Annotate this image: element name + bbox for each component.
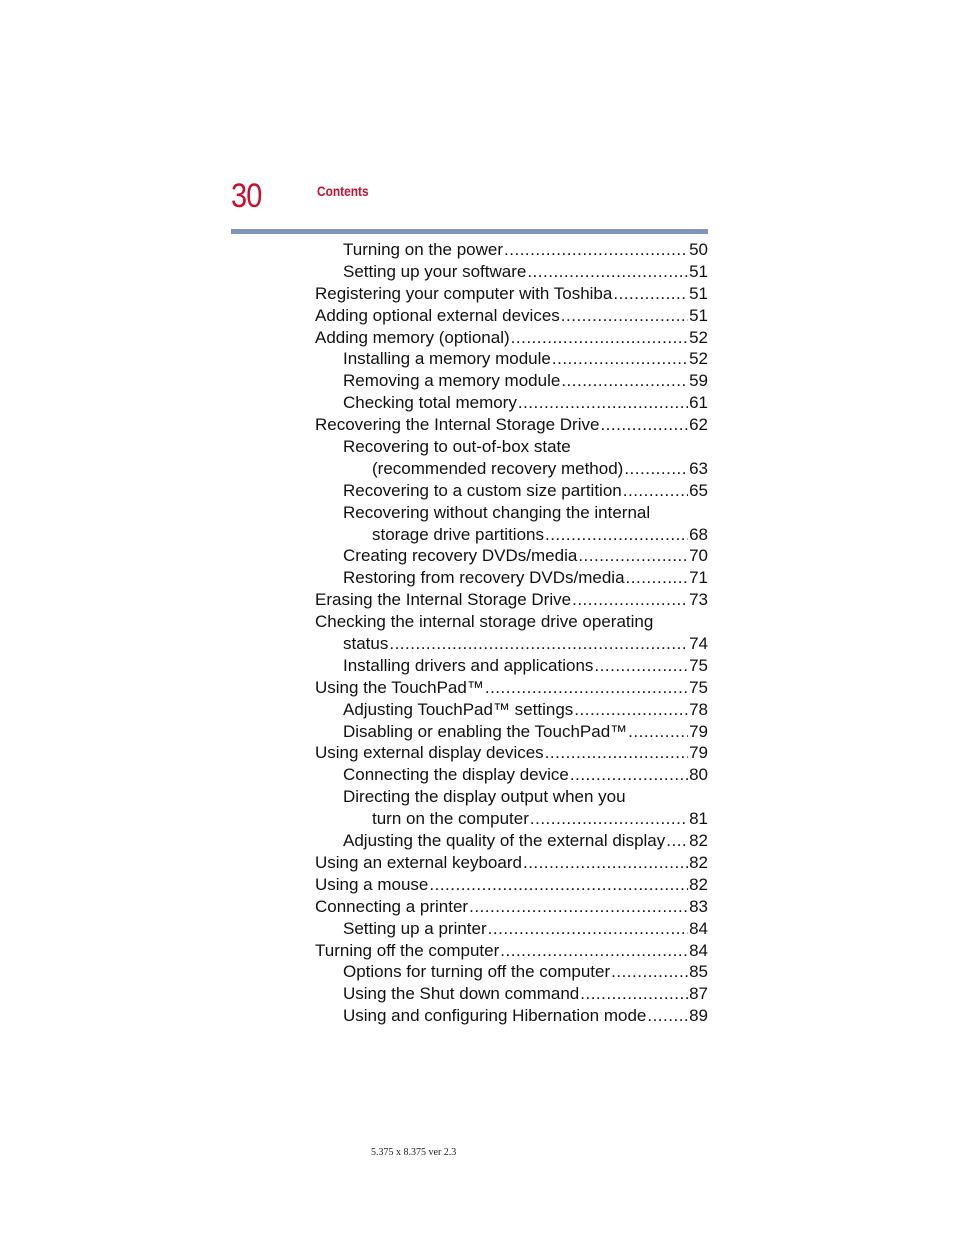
toc-entry-page-number: 81 — [689, 809, 708, 829]
table-of-contents — [315, 239, 708, 1027]
toc-entry-label: Turning on the power — [343, 240, 504, 259]
dot-leader — [626, 567, 689, 589]
dot-leader — [429, 874, 688, 896]
toc-entry[interactable] — [315, 983, 708, 1005]
dot-leader — [624, 458, 688, 480]
toc-entry[interactable] — [315, 502, 708, 524]
dot-leader — [600, 414, 688, 436]
toc-entry[interactable] — [315, 874, 708, 896]
toc-entry-page-number: 51 — [689, 261, 708, 281]
toc-entry[interactable] — [315, 305, 708, 327]
toc-entry-page-number: 78 — [689, 699, 708, 719]
toc-entry[interactable] — [315, 655, 708, 677]
toc-entry-page-number: 51 — [689, 305, 708, 325]
toc-entry-page-number: 74 — [689, 634, 708, 654]
section-title: Contents — [317, 183, 369, 199]
toc-entry-page-number: 82 — [689, 852, 708, 872]
toc-entry[interactable] — [315, 961, 708, 983]
toc-entry-page-number: 52 — [689, 349, 708, 369]
toc-entry[interactable] — [315, 261, 708, 283]
dot-leader — [578, 545, 688, 567]
toc-entry-label: Checking total memory — [343, 393, 517, 413]
toc-entry-label: Directing the display output when you — [343, 787, 626, 807]
toc-entry-page-number: 51 — [689, 283, 708, 303]
toc-entry[interactable] — [315, 567, 708, 589]
dot-leader — [611, 961, 688, 983]
toc-entry-label: turn on the computer — [372, 809, 529, 829]
toc-entry-label: Restoring from recovery DVDs/media — [343, 568, 625, 588]
toc-entry[interactable] — [315, 611, 708, 633]
toc-entry[interactable] — [315, 764, 708, 786]
header-rule — [231, 229, 708, 234]
toc-entry-label: Using an external keyboard — [315, 852, 522, 872]
toc-entry[interactable] — [315, 633, 708, 655]
toc-entry-label: Using a mouse — [315, 874, 429, 894]
dot-leader — [389, 633, 688, 655]
toc-entry-label: Installing a memory module — [343, 349, 551, 369]
toc-entry-label: Installing drivers and applications — [343, 655, 594, 675]
toc-entry-label: Using the Shut down command — [343, 984, 580, 1004]
toc-entry-page-number: 87 — [689, 984, 708, 1004]
toc-entry-label: Turning off the computer — [315, 940, 500, 960]
toc-entry-page-number: 61 — [689, 393, 708, 413]
toc-entry[interactable] — [315, 348, 708, 370]
toc-entry-label: (recommended recovery method) — [372, 458, 624, 478]
toc-entry-page-number: 79 — [689, 743, 708, 763]
toc-entry-page-number: 65 — [689, 480, 708, 500]
toc-entry[interactable] — [315, 808, 708, 830]
dot-leader — [561, 370, 688, 392]
dot-leader — [488, 918, 688, 940]
toc-entry[interactable] — [315, 327, 708, 349]
toc-entry[interactable] — [315, 392, 708, 414]
dot-leader — [623, 480, 688, 502]
toc-entry-label: Connecting the display device — [343, 765, 569, 785]
toc-entry[interactable] — [315, 239, 708, 261]
toc-entry-page-number: 85 — [689, 962, 708, 982]
dot-leader — [504, 239, 688, 261]
toc-entry[interactable] — [315, 283, 708, 305]
dot-leader — [485, 677, 688, 699]
toc-entry-label: Connecting a printer — [315, 896, 469, 916]
toc-entry-label: Recovering without changing the internal — [343, 502, 651, 522]
toc-entry[interactable] — [315, 589, 708, 611]
toc-entry-page-number: 71 — [689, 568, 708, 588]
toc-entry-page-number: 68 — [689, 524, 708, 544]
dot-leader — [523, 852, 688, 874]
dot-leader — [511, 327, 688, 349]
toc-entry-page-number: 80 — [689, 765, 708, 785]
dot-leader — [570, 764, 688, 786]
toc-entry-label: Using the TouchPad™ — [315, 677, 484, 697]
toc-entry[interactable] — [315, 918, 708, 940]
toc-entry[interactable] — [315, 677, 708, 699]
toc-entry-page-number: 84 — [689, 940, 708, 960]
toc-entry-label: status — [343, 634, 389, 654]
toc-entry-page-number: 52 — [689, 327, 708, 347]
toc-entry-label: Adding optional external devices — [315, 305, 560, 325]
toc-entry[interactable] — [315, 370, 708, 392]
toc-entry-label: Erasing the Internal Storage Drive — [315, 590, 572, 610]
toc-entry-label: Creating recovery DVDs/media — [343, 546, 578, 566]
toc-entry-page-number: 50 — [689, 240, 708, 259]
toc-entry[interactable] — [315, 480, 708, 502]
dot-leader — [594, 655, 688, 677]
toc-entry[interactable] — [315, 1005, 708, 1027]
toc-entry-page-number: 59 — [689, 371, 708, 391]
dot-leader — [545, 524, 688, 546]
dot-leader — [500, 940, 688, 962]
dot-leader — [580, 983, 688, 1005]
toc-entry[interactable] — [315, 742, 708, 764]
toc-entry-label: Recovering to a custom size partition — [343, 480, 622, 500]
toc-entry-label: Adjusting the quality of the external display — [343, 831, 666, 851]
dot-leader — [647, 1005, 688, 1027]
toc-entry-page-number: 82 — [689, 874, 708, 894]
dot-leader — [518, 392, 688, 414]
dot-leader — [469, 896, 688, 918]
dot-leader — [574, 699, 688, 721]
dot-leader — [666, 830, 688, 852]
toc-entry-label: Adjusting TouchPad™ settings — [343, 699, 574, 719]
toc-entry-label: Registering your computer with Toshiba — [315, 283, 613, 303]
toc-entry-label: Checking the internal storage drive operating — [315, 612, 654, 632]
page-number: 30 — [231, 177, 262, 215]
toc-entry-label: Using external display devices — [315, 743, 544, 763]
toc-entry-label: Using and configuring Hibernation mode — [343, 1006, 647, 1026]
toc-entry-page-number: 84 — [689, 918, 708, 938]
toc-entry[interactable] — [315, 786, 708, 808]
toc-entry[interactable] — [315, 852, 708, 874]
dot-leader — [530, 808, 688, 830]
toc-entry-label: Removing a memory module — [343, 371, 561, 391]
toc-entry-label: Disabling or enabling the TouchPad™ — [343, 721, 628, 741]
toc-entry-label: Options for turning off the computer — [343, 962, 611, 982]
toc-entry-page-number: 83 — [689, 896, 708, 916]
toc-entry[interactable] — [315, 414, 708, 436]
dot-leader — [527, 261, 688, 283]
toc-entry-page-number: 82 — [689, 831, 708, 851]
toc-entry-page-number: 73 — [689, 590, 708, 610]
toc-entry-page-number: 70 — [689, 546, 708, 566]
toc-entry-label: Recovering the Internal Storage Drive — [315, 415, 600, 435]
dot-leader — [552, 348, 688, 370]
toc-entry-label: Adding memory (optional) — [315, 327, 510, 347]
toc-entry-page-number: 75 — [689, 655, 708, 675]
toc-entry[interactable] — [315, 545, 708, 567]
toc-entry[interactable] — [315, 721, 708, 743]
toc-entry[interactable] — [315, 699, 708, 721]
toc-entry-label: Setting up your software — [343, 261, 527, 281]
dot-leader — [561, 305, 688, 327]
toc-entry-label: Recovering to out-of-box state — [343, 437, 571, 457]
toc-entry-page-number: 89 — [689, 1006, 708, 1026]
toc-entry-page-number: 63 — [689, 458, 708, 478]
toc-entry-page-number: 75 — [689, 677, 708, 697]
footer-version: 5.375 x 8.375 ver 2.3 — [371, 1147, 457, 1158]
toc-entry[interactable] — [315, 830, 708, 852]
toc-entry[interactable] — [315, 458, 708, 480]
toc-entry-page-number: 62 — [689, 415, 708, 435]
toc-entry-page-number: 79 — [689, 721, 708, 741]
toc-entry-label: Setting up a printer — [343, 918, 487, 938]
toc-entry[interactable] — [315, 436, 708, 458]
dot-leader — [628, 721, 688, 743]
dot-leader — [572, 589, 688, 611]
toc-entry[interactable] — [315, 896, 708, 918]
toc-entry[interactable] — [315, 940, 708, 962]
dot-leader — [545, 742, 688, 764]
toc-entry-label: storage drive partitions — [372, 524, 544, 544]
dot-leader — [613, 283, 688, 305]
toc-entry[interactable] — [315, 524, 708, 546]
